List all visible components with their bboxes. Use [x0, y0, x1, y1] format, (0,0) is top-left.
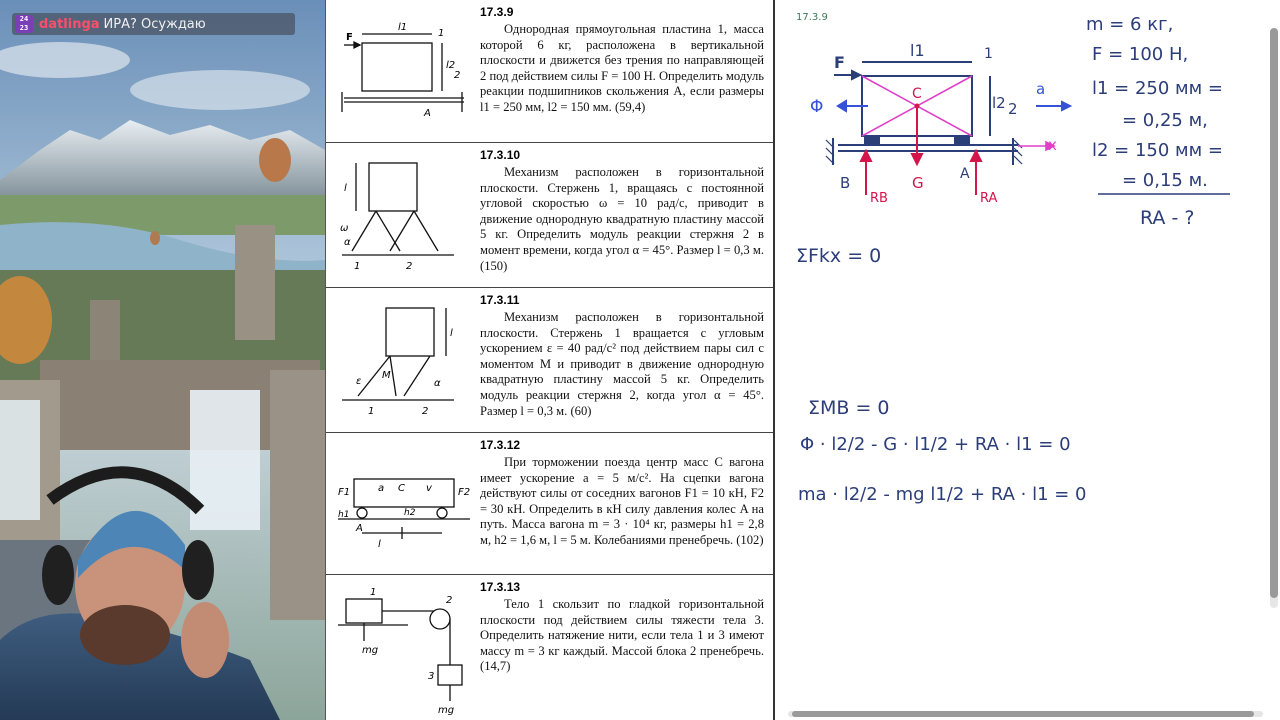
problem-17-3-11 — [326, 288, 773, 433]
problem-text: Однородная прямоугольная пластина 1, масса которой 6 кг, расположена в вертикальной плоскости и движется без трения по направляющей 2 под действием силы F = 100 Н. Определить модуль реакции подшипников скольжения A, если размеры l1 = 250 мм, l2 = 150 мм. (59,4) — [480, 22, 765, 114]
problem-number: 17.3.9 — [480, 5, 514, 19]
board-label-point-a: A — [960, 166, 970, 182]
label-c: C — [398, 483, 405, 494]
problem-17-3-12 — [326, 433, 773, 575]
chat-overlay — [12, 13, 295, 35]
label-1: 1 — [438, 28, 445, 39]
chat-username: datlinga — [39, 16, 100, 32]
whiteboard[interactable] — [778, 0, 1280, 720]
board-label-rb: RB — [870, 191, 888, 206]
equation-moment-1: Φ · l2/2 - G · l1/2 + RA · l1 = 0 — [800, 434, 1071, 455]
label-l1: l1 — [398, 22, 408, 33]
problem-number: 17.3.11 — [480, 293, 520, 307]
board-label-1: 1 — [984, 46, 993, 62]
problem-17-3-10 — [326, 143, 773, 288]
label-wheel-a: A — [356, 523, 363, 534]
label-h1: h1 — [338, 510, 350, 520]
label-1: 1 — [368, 406, 375, 417]
label-a: a — [378, 483, 385, 494]
label-f2: F2 — [458, 487, 471, 498]
label-alpha: α — [434, 378, 441, 389]
problem-diagram — [334, 296, 474, 421]
label-v: v — [426, 483, 432, 494]
vertical-scrollbar[interactable] — [1270, 28, 1278, 608]
label-omega: ω — [340, 223, 349, 234]
equation-sum-fx: ΣFkx = 0 — [796, 245, 882, 267]
board-label-a: a — [1036, 80, 1046, 98]
problem-diagram — [334, 151, 474, 276]
horizontal-scrollbar[interactable] — [788, 711, 1263, 717]
board-label-l2: l2 — [992, 94, 1006, 112]
chat-message: ИРА? Осуждаю — [103, 16, 206, 32]
equation-moment-2: ma · l2/2 - mg l1/2 + RA · l1 = 0 — [798, 484, 1087, 505]
given-l1-m: = 0,25 м, — [1122, 110, 1208, 131]
solution-drawing — [778, 0, 1280, 720]
problem-text: Механизм расположен в горизонтальной плоскости. Стержень 1, вращаясь с постоянной угловой скоростью ω = 10 рад/с, приводит в движение однородную квадратную пластину массой 5 кг. Определить модуль реакции стержня 2 в момент времени, когда угол α = 45°. Размер l = 0,3 м. (150) — [480, 165, 764, 273]
stream-video — [0, 0, 325, 720]
given-mass: m = 6 кг, — [1086, 14, 1174, 35]
label-2: 2 — [454, 70, 461, 81]
problem-diagram — [334, 8, 474, 123]
label-1: 1 — [354, 261, 361, 272]
stream-background-illustration — [0, 0, 325, 720]
board-label-l1: l1 — [910, 41, 925, 60]
label-3: 3 — [428, 671, 435, 682]
problem-number: 17.3.13 — [480, 580, 521, 594]
given-force: F = 100 Н, — [1092, 44, 1189, 65]
chat-logo-icon: 24 23 — [15, 15, 33, 33]
label-f1: F1 — [338, 487, 351, 498]
problem-diagram — [334, 583, 474, 718]
label-l: l — [378, 539, 381, 550]
find-ra: RA - ? — [1140, 207, 1195, 229]
problem-17-3-9 — [326, 0, 773, 143]
given-l2: l2 = 150 мм = — [1092, 140, 1224, 161]
label-force: F — [346, 32, 353, 43]
label-l: l — [450, 328, 453, 339]
label-mg-1: mg — [362, 645, 379, 656]
board-label-g: G — [912, 174, 924, 192]
problem-text: Тело 1 скользит по гладкой горизонтальной плоскости под действием силы тяжести тела 3. Определить натяжение нити, если тела 1 и 3 имеют массу m = 3 кг каждый. Массой блока 2 пренебречь. (14,7) — [480, 597, 764, 674]
problem-book-page — [325, 0, 775, 720]
equation-sum-mb: ΣMB = 0 — [808, 397, 890, 419]
board-label-c: C — [912, 86, 922, 102]
board-label-ra: RA — [980, 191, 998, 206]
board-label-2: 2 — [1008, 100, 1018, 118]
label-l2: l2 — [446, 60, 456, 71]
problem-text: Механизм расположен в горизонтальной плоскости. Стержень 1 вращается с угловым ускорением ε = 40 рад/с² под действием пары сил с моментом M и приводит в движение однородную квадратную пластину массой 5 кг. Определить модуль реакции стержня 2, когда угол α = 45°. Размер l = 0,3 м. (60) — [480, 310, 764, 418]
board-label-x: x — [1048, 136, 1057, 154]
label-mg-3: mg — [438, 705, 455, 716]
label-2: 2 — [446, 595, 453, 606]
problem-text: При торможении поезда центр масс C вагона имеет ускорение a = 5 м/с². На сцепки вагона действуют силы от соседних вагонов F1 = 10 кН, F2 = 30 кН. Определить в кН силу давления колес A на путь. Масса вагона m = 3 · 10⁴ кг, размеры h1 = 2,8 м, h2 = 1,6 м, l = 5 м. Колебаниями пренебречь. (102) — [480, 455, 764, 547]
label-2: 2 — [406, 261, 413, 272]
label-h2: h2 — [404, 508, 416, 518]
given-l2-m: = 0,15 м. — [1122, 170, 1208, 191]
board-label-phi: Φ — [810, 97, 824, 117]
problem-number: 17.3.10 — [480, 148, 521, 162]
board-label-b: B — [840, 174, 851, 192]
problem-diagram — [334, 441, 474, 556]
label-epsilon: ε — [356, 376, 362, 387]
label-2: 2 — [422, 406, 429, 417]
label-m: M — [382, 370, 391, 381]
horizontal-scrollbar-thumb[interactable] — [792, 711, 1254, 717]
label-a: A — [424, 108, 431, 119]
problem-number: 17.3.12 — [480, 438, 521, 452]
problem-17-3-13 — [326, 575, 773, 720]
label-1: 1 — [370, 587, 377, 598]
board-problem-label: 17.3.9 — [796, 12, 828, 23]
label-l: l — [344, 183, 347, 194]
vertical-scrollbar-thumb[interactable] — [1270, 28, 1278, 598]
label-alpha: α — [344, 237, 351, 248]
given-l1: l1 = 250 мм = — [1092, 78, 1224, 99]
board-label-force: F — [834, 53, 845, 72]
